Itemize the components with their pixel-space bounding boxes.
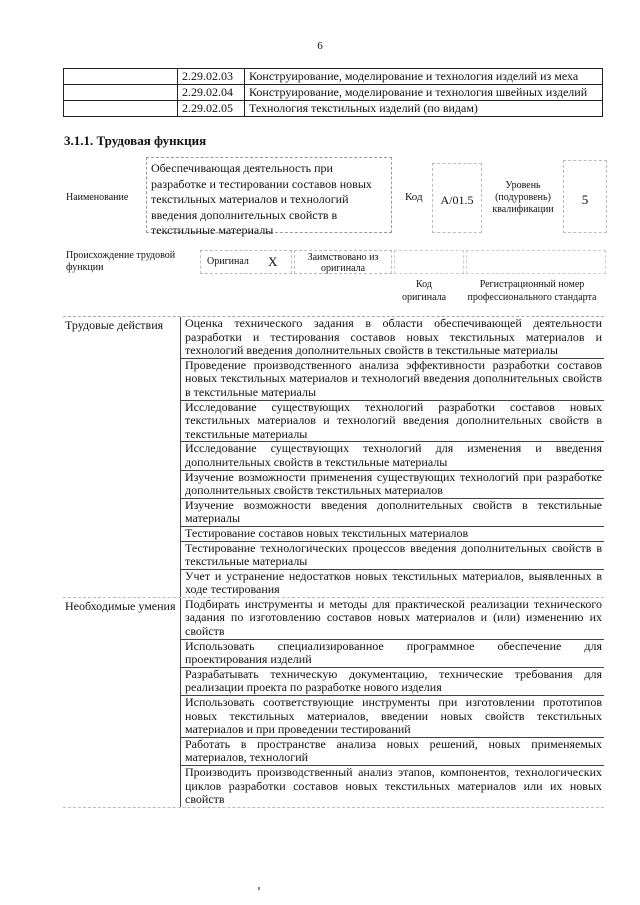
required-skills-group [63,598,604,808]
list-item: Оценка технического задания в области обеспечивающей деятельности разработки и тестирования составов новых текстильных материалов и технологий введения дополнительных свойств в текстильные материалы [181,317,604,359]
reg-number-box [466,250,606,274]
original-mark: X [268,254,278,269]
name-label: Наименование [66,192,129,203]
group-label: Необходимые умения [63,598,181,807]
list-item: Работать в пространстве анализа новых решений, новых применяемых материалов, технологий [181,738,604,766]
list-item: Исследование существующих технологий разработки составов новых текстильных материалов и технологий введения дополнительных свойств в текстильные материалы [181,401,604,443]
blank-cell [64,85,178,101]
blank-cell [64,101,178,117]
origin-label: Происхождение трудовой функции [66,250,176,273]
code-label: Код [405,191,423,203]
list-item: Разрабатывать техническую документацию, технические требования для реализации проекта по разработке нового изделия [181,668,604,696]
list-item: Использовать соответствующие инструменты при изготовлении прототипов новых текстильных материалов, введении новых свойств текстильных материалов и при проведении тестирований [181,696,604,738]
list-item: Проведение производственного анализа эффективности разработки составов новых текстильных материалов и технологий введения дополнительных свойств в текстильные материалы [181,359,604,401]
list-item: Исследование существующих технологий для изменения и введения дополнительных свойств в текстильные материалы [181,442,604,470]
level-label: Уровень (подуровень) квалификации [492,180,554,215]
list-item: Тестирование технологических процессов введения дополнительных свойств в текстильные материалы [181,542,604,570]
list-item: Подбирать инструменты и методы для практической реализации технического задания по изготовлению составов новых материалов и (или) изменению их свойств [181,598,604,640]
group-label: Трудовые действия [63,317,181,597]
function-name: Обеспечивающая деятельность при разработке и тестировании составов новых текстильных материалов и технологий введения дополнительных свойств в текстильные материалы [146,157,392,233]
original-label: Оригинал [207,256,249,267]
program-code: 2.29.02.03 [178,69,245,85]
list-item: Изучение возможности применения существующих технологий при разработке дополнительных свойств текстильных материалов [181,471,604,499]
reg-number-label: Регистрационный номер профессионального стандарта [467,279,597,303]
blank-cell [64,69,178,85]
program-code: 2.29.02.05 [178,101,245,117]
table-row [64,69,603,85]
list-item: Изучение возможности введения дополнительных свойств в текстильные материалы [181,499,604,527]
list-item: Производить производственный анализ этапов, компонентов, технологических циклов разработки составов новых текстильных материалов или их новых свойств [185,765,602,807]
list-item: Учет и устранение недостатков новых текстильных материалов, выявленных в ходе тестирования [185,568,602,597]
code-original-box [394,250,464,274]
list-item: Использовать специализированное программное обеспечение для проектирования изделий [181,640,604,668]
table-row [64,101,603,117]
education-codes-table [63,68,603,117]
labor-actions-group [63,317,604,598]
function-code: А/01.5 [432,163,482,233]
scan-mark [258,887,260,890]
program-title: Конструирование, моделирование и технология изделий из меха [245,69,603,85]
qualification-level: 5 [563,160,607,233]
function-details-table [63,316,604,808]
borrowed-label: Заимствовано из оригинала [294,250,392,274]
list-item: Тестирование составов новых текстильных материалов [181,527,604,542]
code-original-label: Код оригинала [401,279,447,303]
page-number: 6 [317,40,323,52]
program-code: 2.29.02.04 [178,85,245,101]
program-title: Конструирование, моделирование и технология швейных изделий [245,85,603,101]
section-title: 3.1.1. Трудовая функция [64,133,207,148]
table-row [64,85,603,101]
program-title: Технология текстильных изделий (по видам) [245,101,603,117]
